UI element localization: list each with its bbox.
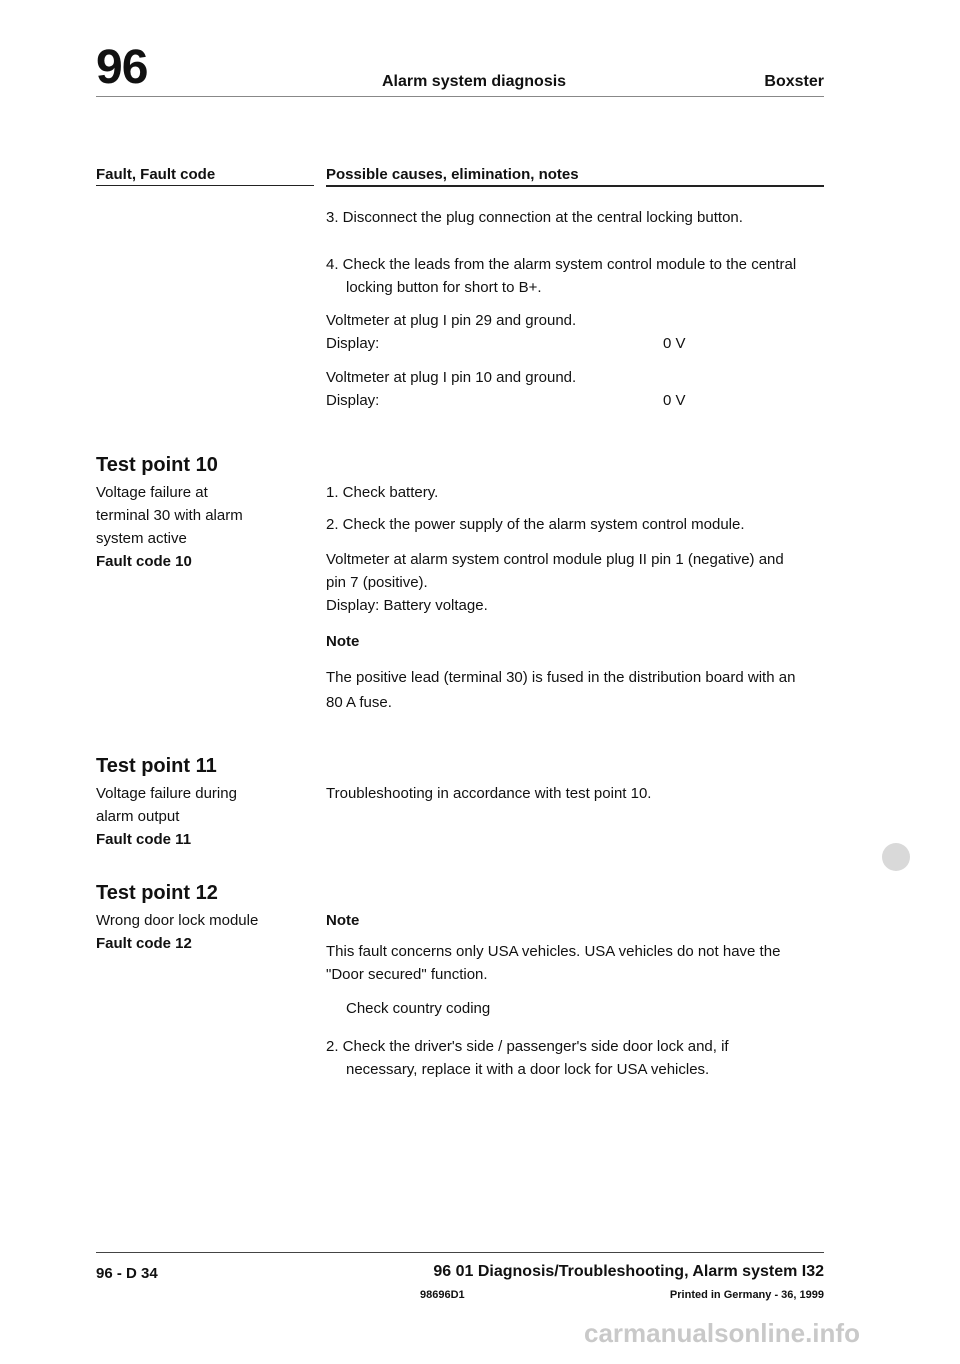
tp12-step-2-line-2: necessary, replace it with a door lock for USA vehicles. [346, 1061, 710, 1078]
measurement-1-value: 0 V [663, 335, 686, 352]
tp10-measurement-line-2: pin 7 (positive). [326, 574, 428, 591]
column-underline-fault [96, 185, 314, 186]
tp10-note-label: Note [326, 633, 360, 650]
footer-section: 96 01 Diagnosis/Troubleshooting, Alarm system I32 [433, 1263, 824, 1280]
measurement-1: Voltmeter at plug I pin 29 and ground. [326, 312, 577, 329]
footer-document-code: 98696D1 [420, 1289, 465, 1301]
header-rule [96, 96, 824, 97]
column-heading-fault: Fault, Fault code [96, 166, 216, 183]
page-title: Alarm system diagnosis [382, 73, 567, 90]
chapter-number: 96 [96, 41, 148, 94]
tp12-note-label: Note [326, 912, 360, 929]
measurement-2-value: 0 V [663, 392, 686, 409]
tp10-note-line-1: The positive lead (terminal 30) is fused in the distribution board with an [326, 669, 796, 686]
tp12-check-country-coding: Check country coding [346, 1000, 491, 1017]
tp12-note-line-2: "Door secured" function. [326, 966, 488, 983]
test-point-10-desc-2: terminal 30 with alarm [96, 507, 243, 524]
test-point-12-title: Test point 12 [96, 882, 218, 904]
test-point-10-title: Test point 10 [96, 454, 218, 476]
step-4-line-2: locking button for short to B+. [346, 279, 542, 296]
measurement-2-label: Display: [326, 392, 380, 409]
watermark: carmanualsonline.info [584, 1318, 860, 1348]
measurement-1-label: Display: [326, 335, 380, 352]
tp10-note-line-2: 80 A fuse. [326, 694, 392, 711]
footer-printed-note: Printed in Germany - 36, 1999 [669, 1289, 824, 1301]
test-point-10-desc-1: Voltage failure at [96, 484, 208, 501]
test-point-11-desc-1: Voltage failure during [96, 785, 237, 802]
measurement-2: Voltmeter at plug I pin 10 and ground. [326, 369, 577, 386]
page-number: 96 - D 34 [96, 1265, 158, 1282]
fault-code-10: Fault code 10 [96, 553, 192, 570]
tp11-instruction: Troubleshooting in accordance with test point 10. [326, 785, 652, 802]
test-point-11-desc-2: alarm output [96, 808, 180, 825]
test-point-11-title: Test point 11 [96, 755, 217, 777]
test-point-12-desc-1: Wrong door lock module [96, 912, 259, 929]
fault-code-11: Fault code 11 [96, 831, 192, 848]
tp10-measurement-line-3: Display: Battery voltage. [326, 597, 488, 614]
step-3: 3. Disconnect the plug connection at the central locking button. [326, 209, 743, 226]
column-underline-causes [326, 185, 824, 187]
tp12-step-2-line-1: 2. Check the driver's side / passenger's side door lock and, if [326, 1038, 729, 1055]
page-marker-dot [882, 843, 910, 871]
test-point-10-desc-3: system active [96, 530, 187, 547]
step-4-line-1: 4. Check the leads from the alarm system control module to the central [326, 256, 797, 273]
column-heading-causes: Possible causes, elimination, notes [326, 166, 579, 183]
tp10-step-1: 1. Check battery. [326, 484, 439, 501]
vehicle-model: Boxster [764, 73, 824, 90]
tp10-step-2: 2. Check the power supply of the alarm system control module. [326, 516, 745, 533]
tp12-note-line-1: This fault concerns only USA vehicles. USA vehicles do not have the [326, 943, 781, 960]
fault-code-12: Fault code 12 [96, 935, 192, 952]
footer-rule [96, 1252, 824, 1253]
tp10-measurement-line-1: Voltmeter at alarm system control module plug II pin 1 (negative) and [326, 551, 784, 568]
